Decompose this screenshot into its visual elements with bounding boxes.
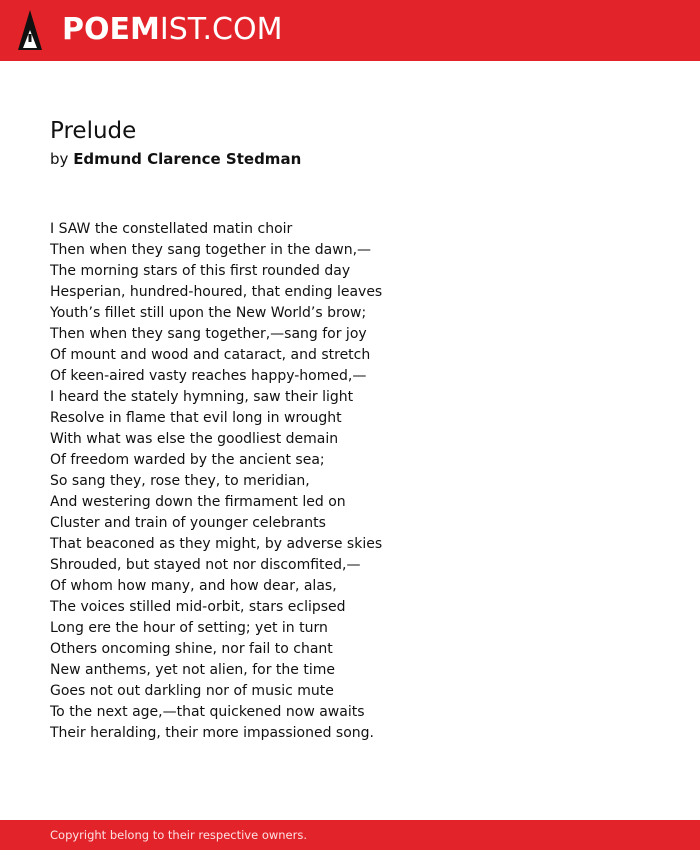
poem-line: Of mount and wood and cataract, and stretch: [50, 347, 371, 363]
poem-line: Long ere the hour of setting; yet in turn: [50, 620, 328, 636]
poem-line: Then when they sang together in the dawn,—: [50, 242, 372, 258]
by-label: by: [50, 150, 69, 168]
poem-line: The morning stars of this first rounded day: [50, 263, 351, 279]
copyright-text: Copyright belong to their respective owners.: [50, 828, 308, 842]
site-footer: [0, 820, 700, 850]
poem-line: With what was else the goodliest demain: [50, 431, 339, 447]
poem-line: Of freedom warded by the ancient sea;: [50, 452, 325, 468]
poem-line: Shrouded, but stayed not nor discomfited,—: [50, 557, 361, 573]
poem-line: Of keen-aired vasty reaches happy-homed,—: [50, 368, 367, 384]
author-name: Edmund Clarence Stedman: [73, 150, 302, 168]
poem-line: I heard the stately hymning, saw their light: [50, 389, 354, 405]
poem-line: Youth’s fillet still upon the New World’s brow;: [50, 305, 367, 321]
poem-line: Resolve in flame that evil long in wrought: [50, 410, 342, 426]
byline: [50, 148, 301, 170]
poem-title: Prelude: [50, 118, 137, 144]
poem-line: New anthems, yet not alien, for the time: [50, 662, 335, 678]
poem-line: I SAW the constellated matin choir: [50, 221, 293, 237]
logo-light-text: IST.COM: [159, 12, 283, 47]
site-header: [0, 0, 700, 61]
poem-line: Hesperian, hundred-houred, that ending leaves: [50, 284, 383, 300]
poem-line: Then when they sang together,—sang for joy: [50, 326, 367, 342]
site-logo[interactable]: [62, 11, 282, 49]
logo-bold-text: POEM: [62, 12, 160, 47]
poem-line: So sang they, rose they, to meridian,: [50, 473, 310, 489]
poem-line: Their heralding, their more impassioned song.: [50, 725, 374, 741]
poem-line: That beaconed as they might, by adverse skies: [50, 536, 383, 552]
poem-line: Others oncoming shine, nor fail to chant: [50, 641, 333, 657]
poem-line: Cluster and train of younger celebrants: [50, 515, 326, 531]
poem-line: To the next age,—that quickened now awaits: [50, 704, 365, 720]
poem-body: [50, 219, 610, 744]
poem-line: And westering down the firmament led on: [50, 494, 346, 510]
poem-line: Goes not out darkling nor of music mute: [50, 683, 334, 699]
pen-nib-icon[interactable]: [18, 10, 42, 50]
poem-line: The voices stilled mid-orbit, stars eclipsed: [50, 599, 346, 615]
poem-line: Of whom how many, and how dear, alas,: [50, 578, 337, 594]
